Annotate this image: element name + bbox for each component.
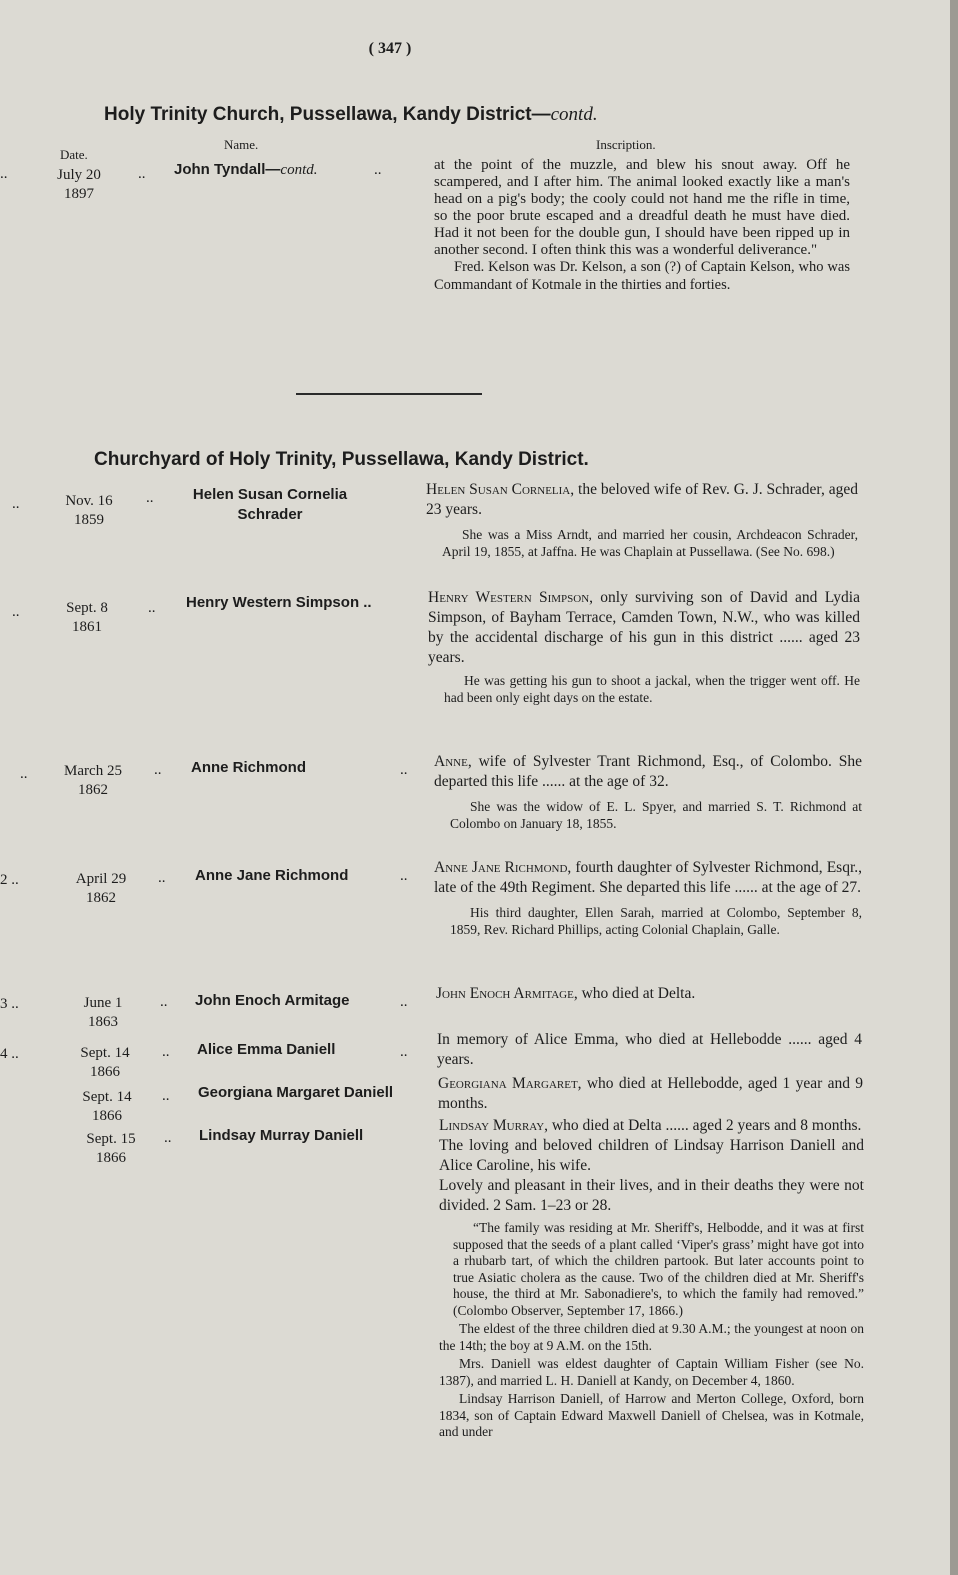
inscription-note-3: Mrs. Daniell was eldest daughter of Captain William Fisher (see No. 1387), and married L. H. Daniell at Kandy, on December 4, 1860. [439, 1356, 864, 1388]
entry-name: Anne Jane Richmond [195, 867, 349, 884]
leader-dots: .. [374, 162, 382, 178]
leader-dots: .. [138, 166, 146, 182]
entry-name: Anne Richmond [191, 759, 306, 776]
section-title-church [104, 104, 598, 126]
inscription-note: He was getting his gun to shoot a jackal, when the trigger went off. He had been only eight days on the estate. [444, 673, 860, 705]
entry-inscription [437, 1030, 862, 1070]
entry-date: Sept. 14 1866 [82, 1089, 132, 1124]
leader-dots: .. [148, 600, 156, 616]
entry-number: .. [0, 166, 8, 182]
entry-inscription [438, 1074, 863, 1114]
entry-inscription [434, 752, 862, 832]
entry-name: Alice Emma Daniell [197, 1041, 336, 1058]
inscription-text: In memory of Alice Emma, who died at Hellebodde ...... aged 4 years. [437, 1031, 862, 1068]
entry-inscription [434, 157, 850, 294]
entry-date: Nov. 16 1859 [65, 493, 113, 528]
column-header-name: Name. [224, 137, 259, 152]
entry-name: Lindsay Murray Daniell [199, 1127, 364, 1144]
section-title-churchyard: Churchyard of Holy Trinity, Pussellawa, Kandy District. [94, 449, 589, 470]
entry-inscription [426, 480, 858, 560]
entry-number: 2 .. [0, 872, 19, 888]
section-title-text: Holy Trinity Church, Pussellawa, Kandy District— [104, 104, 551, 125]
entry-name: Henry Western Simpson .. [186, 594, 372, 611]
entry-date: Sept. 14 1866 [80, 1045, 130, 1080]
leader-dots: .. [400, 994, 408, 1010]
entry-number: .. [20, 766, 28, 782]
entry-name: Helen Susan Cornelia Schrader [192, 486, 348, 523]
inscription-note: “The family was residing at Mr. Sheriff's, Helbodde, and it was at first supposed that the seeds of a plant called ‘Viper's grass’ might have got into a rhubarb tart, of which the children partook. But later accounts point to true Asiatic cholera as the cause. Two of the children died at Mr. Sheriff's house, the third at Mr. Sabonadiere's, to which the family had removed.” (Colombo Observer, September 17, 1866.) [453, 1220, 864, 1318]
inscription-text: at the point of the muzzle, and blew his snout away. Off he scampered, and I after him. The animal looked exactly like a man's head on a pig's body; the cooly could not hand me the rifle in time, so the poor brute escaped and a dreadful death he must have died. Had it not been for the double gun, I should have been ripped up in another second. I often think this was a wonderful deliverance." [434, 157, 850, 258]
page-edge [950, 0, 958, 1575]
entry-name: Georgiana Margaret Daniell [198, 1084, 394, 1101]
entry-inscription [428, 588, 860, 706]
entry-date: Sept. 15 1866 [86, 1131, 136, 1166]
inscription-text: Lindsay Murray, who died at Delta ...... aged 2 years and 8 months. [439, 1117, 862, 1134]
inscription-text: Georgiana Margaret, who died at Hellebodde, aged 1 year and 9 months. [438, 1075, 863, 1112]
entry-date: Sept. 8 1861 [66, 600, 108, 635]
entry-inscription [439, 1116, 864, 1441]
leader-dots: .. [164, 1130, 172, 1146]
leader-dots: .. [162, 1088, 170, 1104]
leader-dots: .. [400, 762, 408, 778]
entry-number: .. [12, 496, 20, 512]
inscription-note: She was the widow of E. L. Spyer, and married S. T. Richmond at Colombo on January 18, 1855. [450, 799, 862, 831]
page-number: ( 347 ) [368, 40, 412, 57]
column-header-inscription: Inscription. [596, 137, 656, 152]
inscription-text-2: The loving and beloved children of Lindsay Harrison Daniell and Alice Caroline, his wife. [439, 1137, 864, 1174]
entry-date: July 20 1897 [57, 167, 101, 202]
leader-dots: .. [400, 868, 408, 884]
entry-inscription [436, 984, 862, 1004]
inscription-text: Anne Jane Richmond, fourth daughter of Sylvester Richmond, Esqr., late of the 49th Regiment. She departed this life ...... at the age of 27. [434, 859, 862, 896]
section-divider [296, 393, 482, 395]
leader-dots: .. [154, 762, 162, 778]
leader-dots: .. [162, 1044, 170, 1060]
entry-date: March 25 1862 [64, 763, 122, 798]
leader-dots: .. [146, 490, 154, 506]
inscription-text-3: Lovely and pleasant in their lives, and in their deaths they were not divided. 2 Sam. 1–23 or 28. [439, 1177, 864, 1214]
inscription-text: Helen Susan Cornelia, the beloved wife of Rev. G. J. Schrader, aged 23 years. [426, 481, 858, 518]
entry-inscription [434, 858, 862, 938]
column-header-date: Date. [60, 147, 88, 162]
entry-name: John Tyndall—contd. [174, 161, 318, 178]
inscription-note: His third daughter, Ellen Sarah, married at Colombo, September 8, 1859, Rev. Richard Phillips, acting Colonial Chaplain, Galle. [450, 905, 862, 937]
entry-date: April 29 1862 [75, 871, 127, 906]
leader-dots: .. [158, 870, 166, 886]
section-title-contd: contd. [550, 104, 598, 125]
entry-name: John Enoch Armitage [195, 992, 350, 1009]
entry-number: .. [12, 604, 20, 620]
inscription-text: Anne, wife of Sylvester Trant Richmond, Esq., of Colombo. She departed this life ...... at the age of 32. [434, 753, 862, 790]
entry-number: 4 .. [0, 1046, 19, 1062]
inscription-text: John Enoch Armitage, who died at Delta. [436, 985, 696, 1002]
entry-number: 3 .. [0, 996, 19, 1012]
inscription-note-4: Lindsay Harrison Daniell, of Harrow and Merton College, Oxford, born 1834, son of Captain Edward Maxwell Daniell of Chelsea, was in Kotmale, and under [439, 1391, 864, 1439]
leader-dots: .. [160, 994, 168, 1010]
leader-dots: .. [400, 1044, 408, 1060]
inscription-note: Fred. Kelson was Dr. Kelson, a son (?) of Captain Kelson, who was Commandant of Kotmale in the thirties and forties. [434, 259, 850, 293]
inscription-text: Henry Western Simpson, only surviving son of David and Lydia Simpson, of Bayham Terrace, Camden Town, N.W., who was killed by the accidental discharge of his gun in this district ...... aged 23 years. [428, 589, 860, 666]
entry-date: June 1 1863 [83, 995, 123, 1030]
inscription-note-2: The eldest of the three children died at 9.30 A.M.; the youngest at noon on the 14th; the boy at 9 A.M. on the 15th. [439, 1321, 864, 1353]
inscription-note: She was a Miss Arndt, and married her cousin, Archdeacon Schrader, April 19, 1855, at Jaffna. He was Chaplain at Pussellawa. (See No. 698.) [442, 527, 858, 559]
